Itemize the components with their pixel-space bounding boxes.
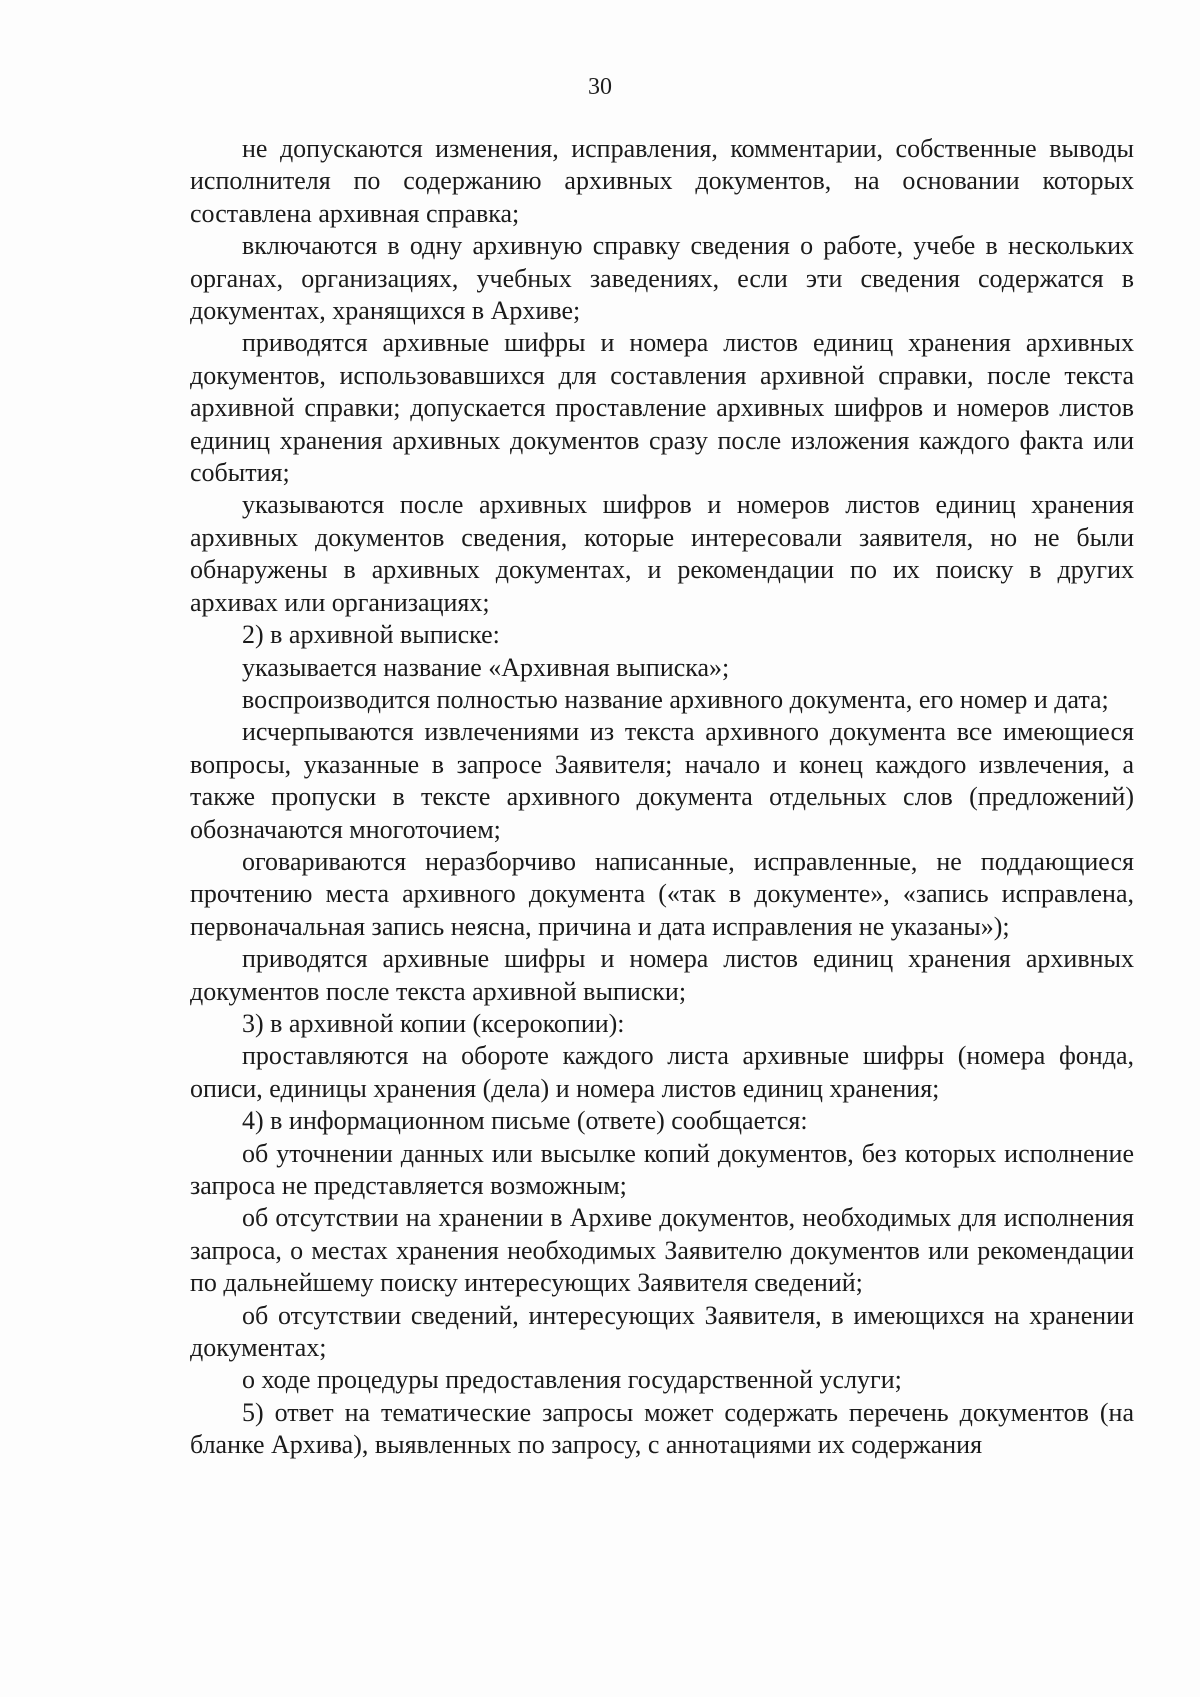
paragraph: 2) в архивной выписке: [242,620,500,650]
paragraph: об отсутствии сведений, интересующих Заявителя, в имеющихся на хранении документах; [190,1300,1134,1363]
paragraph: 5) ответ на тематические запросы может содержать перечень документов (на бланке Архива), выявленных по запросу, с аннотациями их содержания [190,1397,1134,1460]
paragraph: о ходе процедуры предоставления государственной услуги; [242,1365,902,1395]
paragraph: воспроизводится полностью название архивного документа, его номер и дата; [242,684,1109,714]
paragraph: включаются в одну архивную справку сведения о работе, учебе в нескольких органах, организациях, учебных заведениях, если эти сведения содержатся в документах, хранящихся в Архиве; [190,231,1134,326]
paragraph: проставляются на обороте каждого листа архивные шифры (номера фонда, описи, единицы хранения (дела) и номера листов единиц хранения; [190,1041,1134,1103]
paragraph: исчерпываются извлечениями из текста архивного документа все имеющиеся вопросы, указанные в запросе Заявителя; начало и конец каждого извлечения, а также пропуски в тексте архивного документа отдельных слов (предложений) обозначаются многоточием; [190,717,1134,844]
document-body [190,133,1134,1462]
paragraph: 4) в информационном письме (ответе) сообщается: [242,1106,808,1136]
paragraph: об уточнении данных или высылке копий документов, без которых исполнение запроса не представляется возможным; [190,1138,1134,1200]
paragraph: об отсутствии на хранении в Архиве документов, необходимых для исполнения запроса, о местах хранения необходимых Заявителю документов или рекомендации по дальнейшему поиску интересующих Заявителя сведений; [190,1203,1134,1298]
page-number: 30 [588,74,612,100]
paragraph: указывается название «Архивная выписка»; [242,652,730,682]
paragraph: приводятся архивные шифры и номера листов единиц хранения архивных документов, использовавшихся для составления архивной справки, после текста архивной справки; допускается проставление архивных шифров и номеров листов единиц хранения архивных документов сразу после изложения каждого факта или события; [190,328,1134,488]
paragraph: оговариваются неразборчиво написанные, исправленные, не поддающиеся прочтению места архивного документа («так в документе», «запись исправлена, первоначальная запись неясна, причина и дата исправления не указаны»); [190,846,1134,941]
paragraph: приводятся архивные шифры и номера листов единиц хранения архивных документов после текста архивной выписки; [190,944,1134,1006]
paragraph: не допускаются изменения, исправления, комментарии, собственные выводы исполнителя по содержанию архивных документов, на основании которых составлена архивная справка; [190,134,1134,228]
paragraph: 3) в архивной копии (ксерокопии): [242,1008,625,1038]
paragraph: указываются после архивных шифров и номеров листов единиц хранения архивных документов сведения, которые интересовали заявителя, но не были обнаружены в архивных документах, и рекомендации по их поиску в других архивах или организациях; [190,490,1134,617]
